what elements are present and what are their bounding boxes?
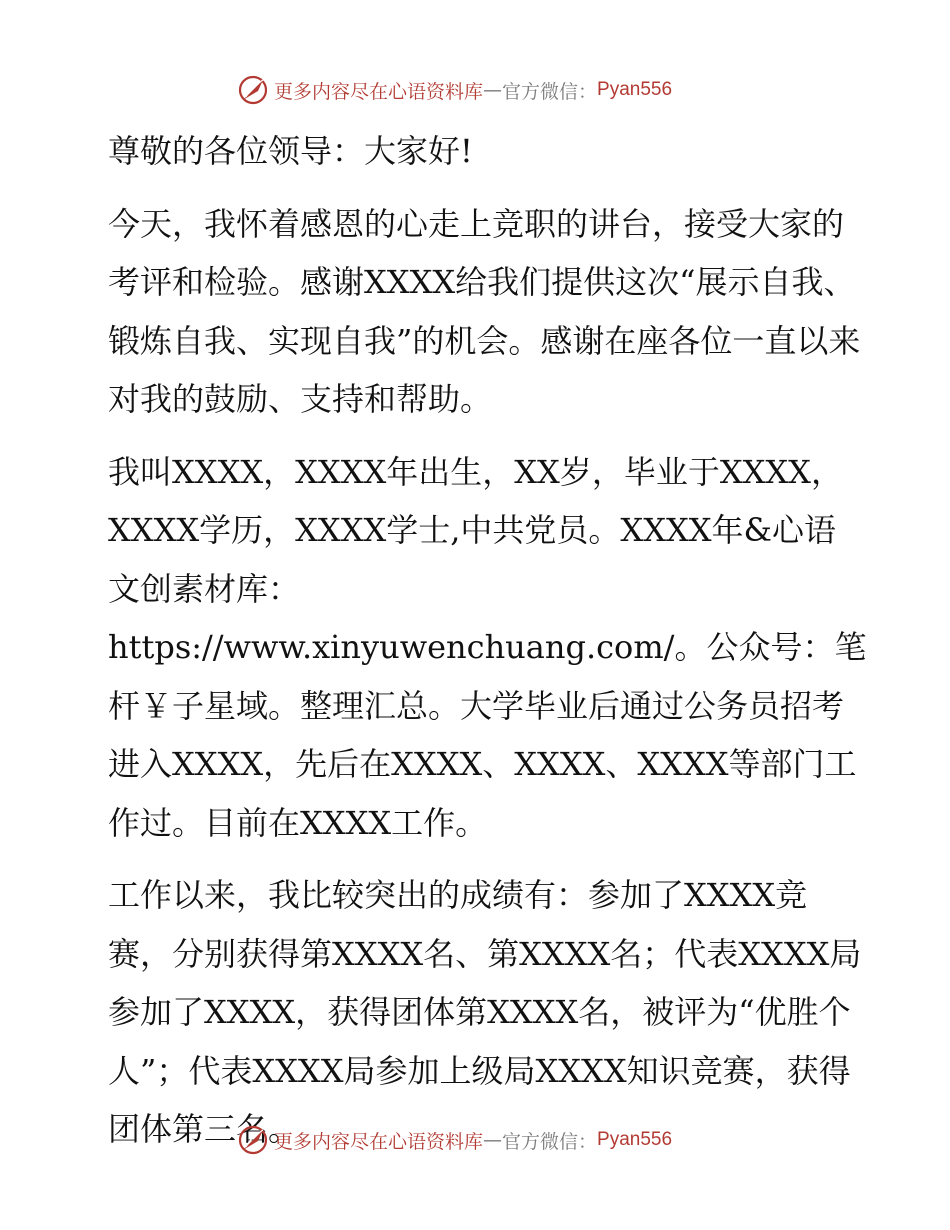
banner-wechat-id: Pyan556 (597, 1129, 673, 1150)
banner-promo-text: 更多内容尽在心语资料库 (274, 80, 484, 103)
banner-wechat-id: Pyan556 (597, 79, 673, 100)
banner-promo-text: 更多内容尽在心语资料库 (274, 1130, 484, 1153)
footer-banner (236, 1122, 672, 1158)
document-body (98, 122, 868, 1159)
paragraph-3: 工作以来，我比较突出的成绩有：参加了XXXX竞赛，分别获得第XXXX名、第XXXX名；代表XXXX局参加了XXXX，获得团体第XXXX名，被评为“优胜个人”；代表XXXX局参加上级局XXXX知识竞赛，获得团体第三名。 (108, 876, 862, 1148)
header-banner (236, 72, 672, 108)
banner-wechat-label: 官方微信： (502, 80, 598, 103)
quill-logo-icon (236, 1123, 270, 1157)
banner-dash: — (483, 1129, 503, 1151)
paragraph-1: 今天，我怀着感恩的心走上竞职的讲台，接受大家的考评和检验。感谢XXXX给我们提供这次“展示自我、锻炼自我、实现自我”的机会。感谢在座各位一直以来对我的鼓励、支持和帮助。 (108, 204, 861, 418)
quill-logo-icon (236, 73, 270, 107)
paragraph-2: 我叫XXXX，XXXX年出生，XX岁，毕业于XXXX，XXXX学历，XXXX学士,中共党员。XXXX年&心语文创素材库：https://www.xinyuwenchuang.com/。公众号：笔杆￥子星域。整理汇总。大学毕业后通过公务员招考进入XXXX，先后在XXXX、XXXX、XXXX等部门工作过。目前在XXXX工作。 (108, 452, 867, 842)
banner-wechat-label: 官方微信： (502, 1130, 598, 1153)
greeting: 尊敬的各位领导：大家好! (108, 132, 473, 170)
banner-dash: — (483, 79, 503, 101)
